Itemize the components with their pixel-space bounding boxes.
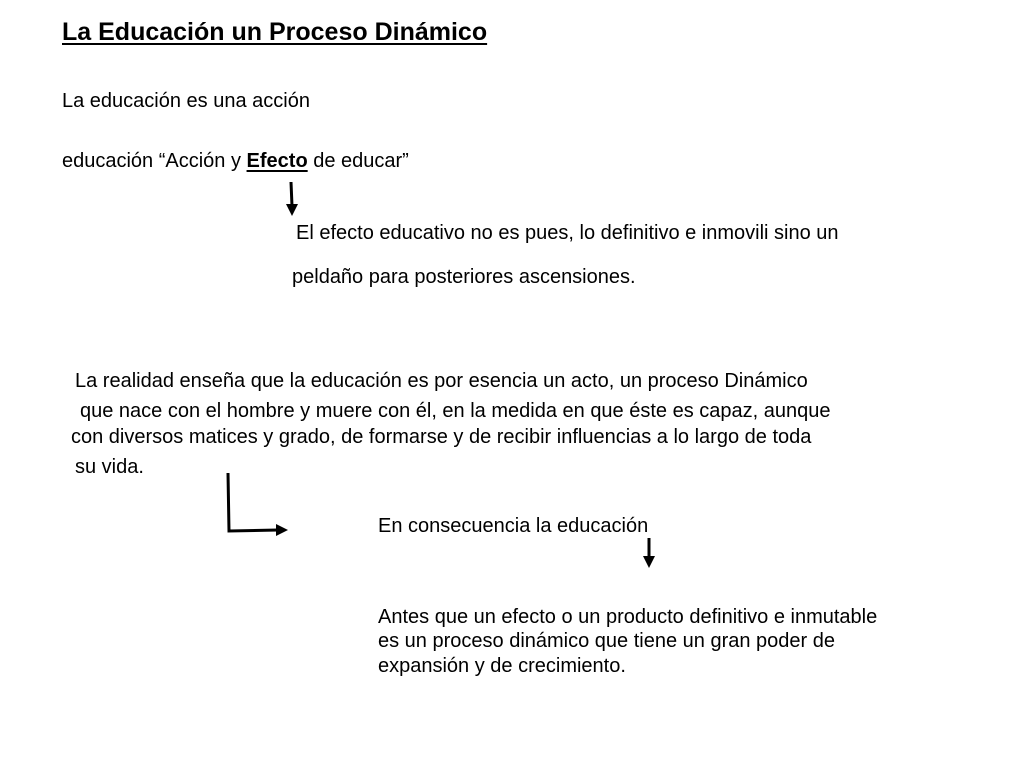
reality-paragraph-line-1: La realidad enseña que la educación es por esencia un acto, un proceso Dinámico: [75, 370, 808, 392]
reality-paragraph-line-2: que nace con el hombre y muere con él, en la medida en que éste es capaz, aunque: [80, 400, 831, 422]
conclusion-line-3: expansión y de crecimiento.: [378, 655, 626, 677]
reality-paragraph-line-3: con diversos matices y grado, de formarse y de recibir influencias a lo largo de toda: [71, 426, 812, 448]
conclusion-line-1: Antes que un efecto o un producto definitivo e inmutable: [378, 606, 878, 628]
corner-arrow-icon: [228, 473, 288, 536]
reality-paragraph-line-4: su vida.: [75, 456, 144, 478]
effect-note-line-2: peldaño para posteriores ascensiones.: [292, 266, 636, 288]
conclusion-line-2: es un proceso dinámico que tiene un gran poder de: [378, 630, 835, 652]
meaning-text-after: de educar”: [307, 150, 409, 172]
meaning-text-before: educación “Acción y: [62, 150, 247, 172]
page-title: La Educación un Proceso Dinámico: [62, 18, 488, 46]
definition-line: La educación es una acción: [62, 90, 310, 112]
down-arrow-icon: [643, 538, 655, 568]
down-arrow-icon: [286, 182, 298, 216]
effect-note-line-1: El efecto educativo no es pues, lo definitivo e inmovili sino un: [296, 222, 839, 244]
meaning-emphasis: Efecto: [246, 150, 308, 172]
consequence-line: En consecuencia la educación: [378, 515, 649, 537]
